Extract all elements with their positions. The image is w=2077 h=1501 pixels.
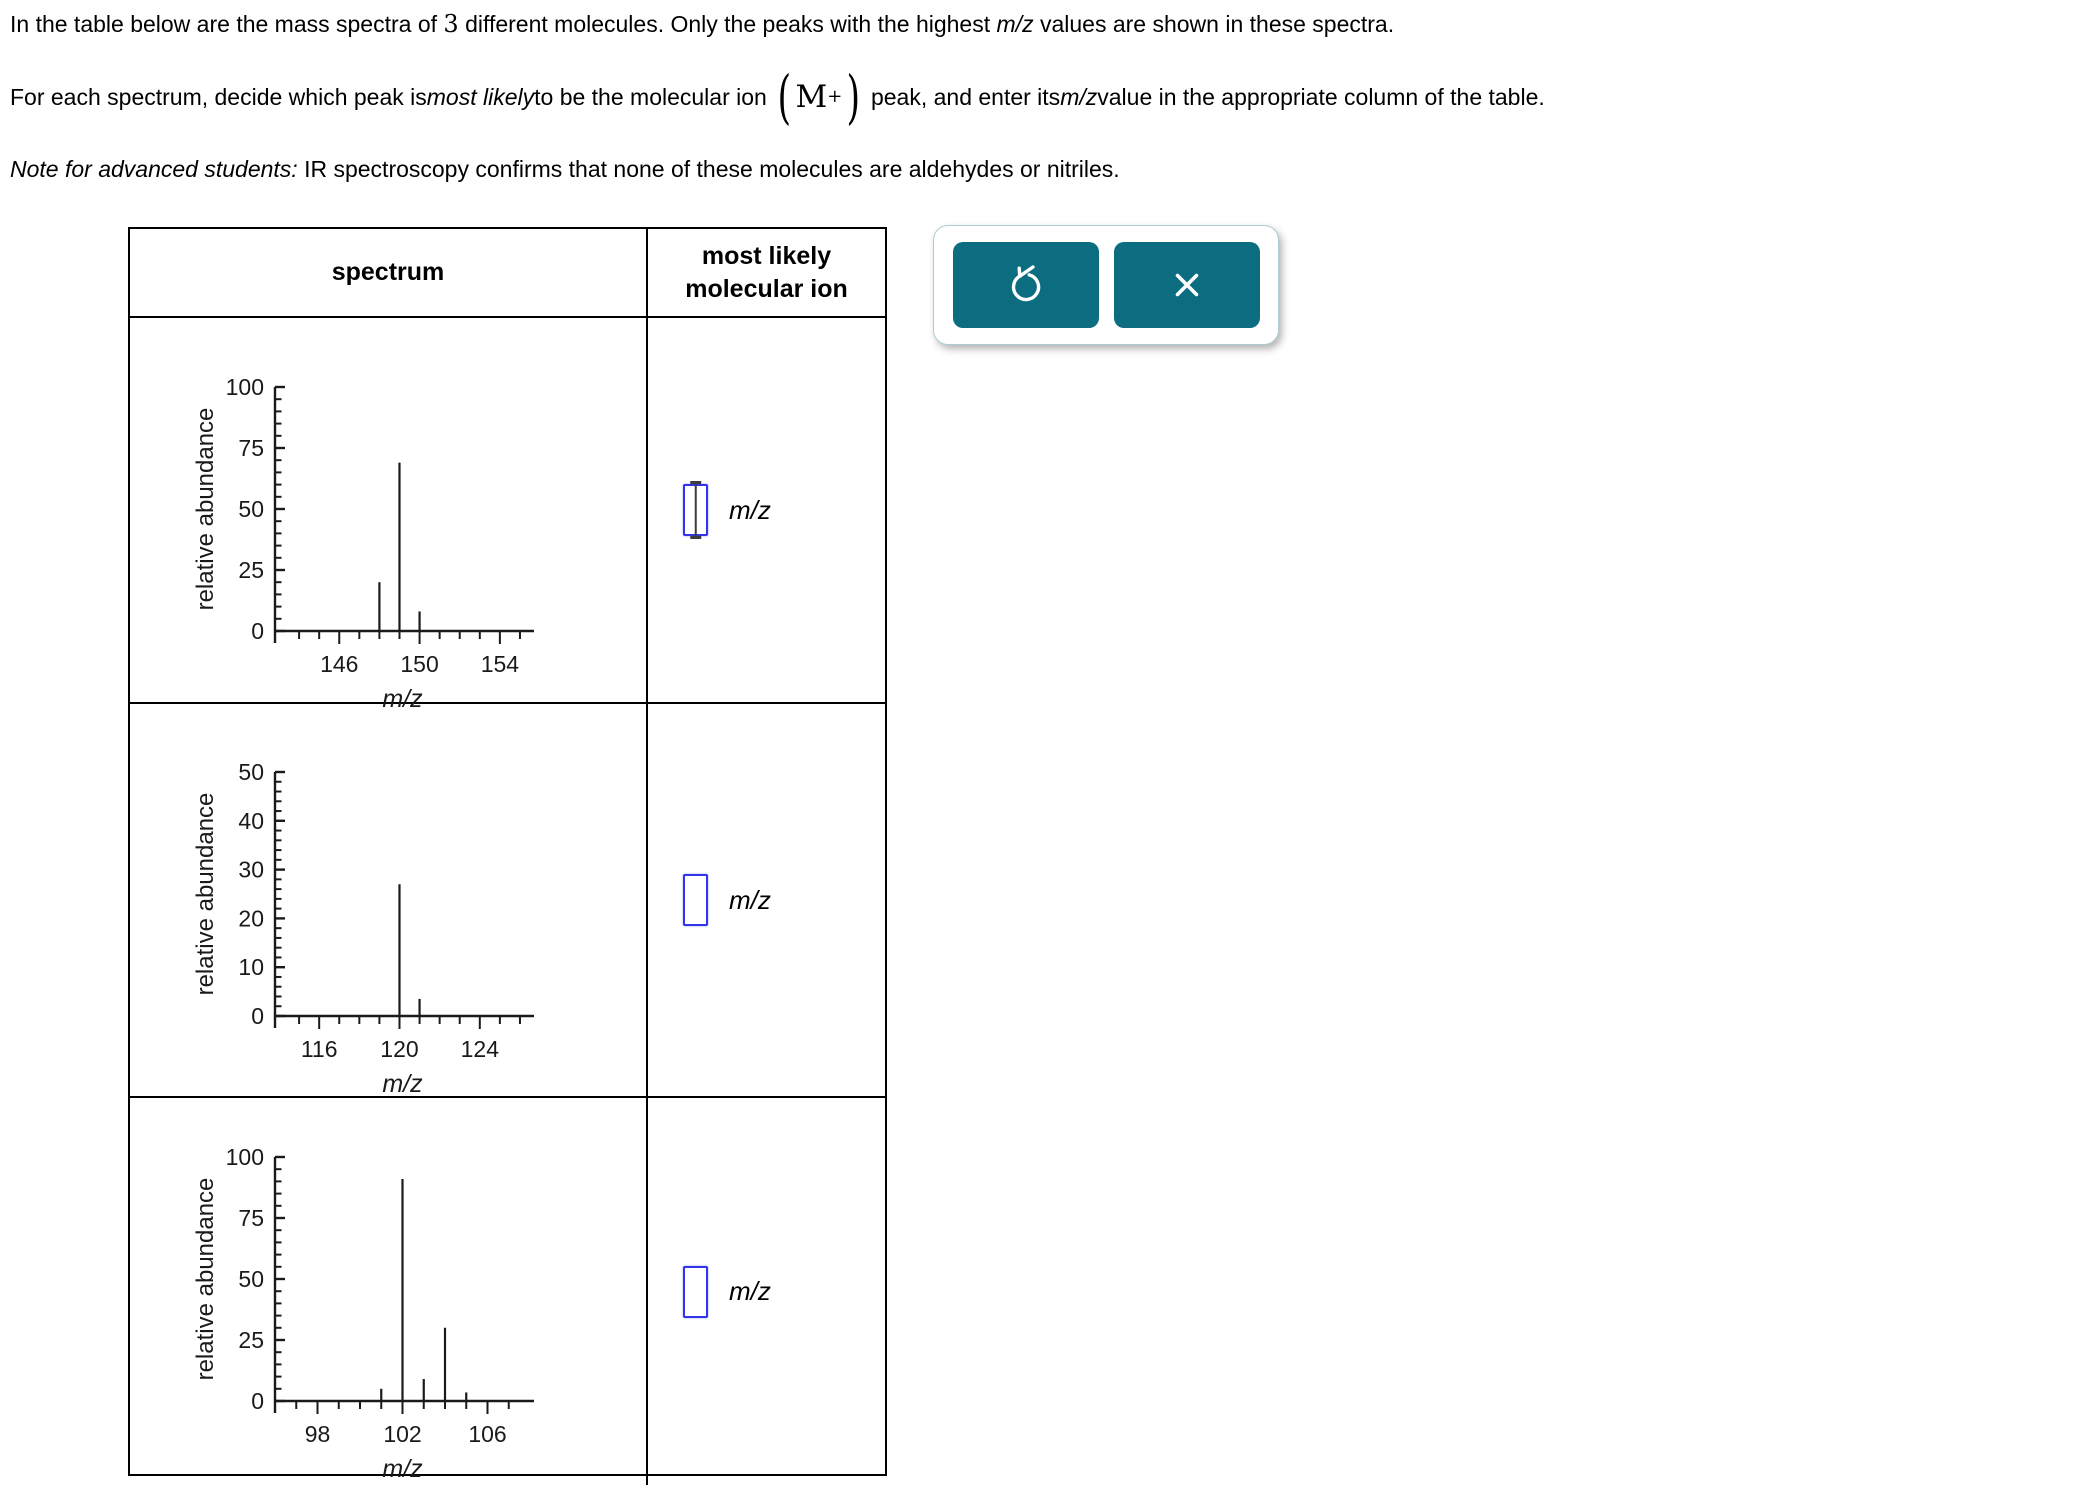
undo-button[interactable] (953, 242, 1099, 328)
svg-text:50: 50 (238, 496, 264, 522)
molecular-ion-notation: ( M + ) (777, 62, 861, 131)
spectrum-cell-2 (130, 704, 648, 1098)
svg-text:75: 75 (238, 435, 264, 461)
mass-spectrum-chart-3 (187, 1123, 637, 1485)
svg-text:20: 20 (238, 905, 264, 932)
answer-cell-3 (648, 1098, 885, 1485)
svg-text:relative abundance: relative abundance (192, 792, 219, 996)
answer-cell-1 (648, 318, 885, 704)
svg-text:124: 124 (460, 1036, 499, 1062)
clear-button[interactable] (1114, 242, 1260, 328)
svg-text:m/z: m/z (382, 1070, 423, 1098)
svg-text:10: 10 (238, 954, 264, 981)
svg-text:154: 154 (480, 651, 520, 677)
svg-text:relative abundance: relative abundance (192, 407, 219, 611)
svg-text:40: 40 (238, 807, 264, 834)
x-icon (1163, 261, 1211, 309)
svg-text:100: 100 (225, 1144, 264, 1170)
svg-text:146: 146 (320, 651, 359, 677)
svg-text:50: 50 (238, 1266, 264, 1292)
svg-text:50: 50 (238, 759, 264, 785)
svg-text:116: 116 (300, 1036, 338, 1062)
note-label: Note for advanced students: (10, 156, 298, 182)
mz-input-1[interactable] (683, 484, 708, 536)
svg-text:25: 25 (238, 557, 264, 583)
intro-line-1: In the table below are the mass spectra of 3 different molecules. Only the peaks with the highest m/z values are shown in these spectra. (10, 10, 1395, 38)
svg-text:106: 106 (468, 1421, 507, 1447)
mass-spectrum-chart-1 (187, 353, 637, 715)
mz-input-2[interactable] (683, 874, 708, 926)
intro-line-2: For each spectrum, decide which peak is most likely to be the molecular ion ( M + ) peak, and enter its m/z value in the appropriate column of the table. (10, 62, 1545, 131)
mz-unit-label: m/z (729, 1276, 771, 1306)
svg-text:25: 25 (238, 1327, 264, 1353)
svg-text:98: 98 (304, 1421, 331, 1447)
spectra-table (128, 227, 887, 1483)
svg-text:150: 150 (400, 651, 439, 677)
svg-text:100: 100 (225, 374, 264, 400)
mz-input-3[interactable] (683, 1266, 708, 1318)
svg-text:0: 0 (251, 618, 264, 644)
mz-unit-label: m/z (729, 884, 771, 915)
svg-text:0: 0 (251, 1003, 264, 1029)
svg-text:relative abundance: relative abundance (192, 1177, 219, 1381)
svg-text:30: 30 (238, 856, 264, 883)
mz-italic: m/z (996, 11, 1034, 37)
header-spectrum: spectrum (130, 229, 648, 318)
mass-spectrum-chart-2 (187, 738, 637, 1100)
svg-text:0: 0 (251, 1388, 264, 1414)
mz-unit-label: m/z (729, 494, 771, 525)
text-caret (694, 481, 697, 539)
intro-text: In the table below are the mass spectra of (10, 11, 444, 37)
svg-text:m/z: m/z (382, 685, 423, 713)
intro-note: Note for advanced students: IR spectroscopy confirms that none of these molecules are aldehydes or nitriles. (10, 156, 1120, 182)
count-number: 3 (443, 10, 459, 38)
answer-cell-2 (648, 704, 885, 1098)
svg-text:m/z: m/z (382, 1455, 423, 1483)
spectrum-cell-1 (130, 318, 648, 713)
svg-text:120: 120 (380, 1036, 419, 1062)
undo-icon (1002, 261, 1050, 309)
svg-text:102: 102 (383, 1421, 422, 1447)
header-molecular-ion: most likely molecular ion (648, 229, 885, 318)
spectrum-cell-3 (130, 1098, 648, 1485)
svg-text:75: 75 (238, 1205, 264, 1231)
answer-toolbar (933, 225, 1279, 345)
